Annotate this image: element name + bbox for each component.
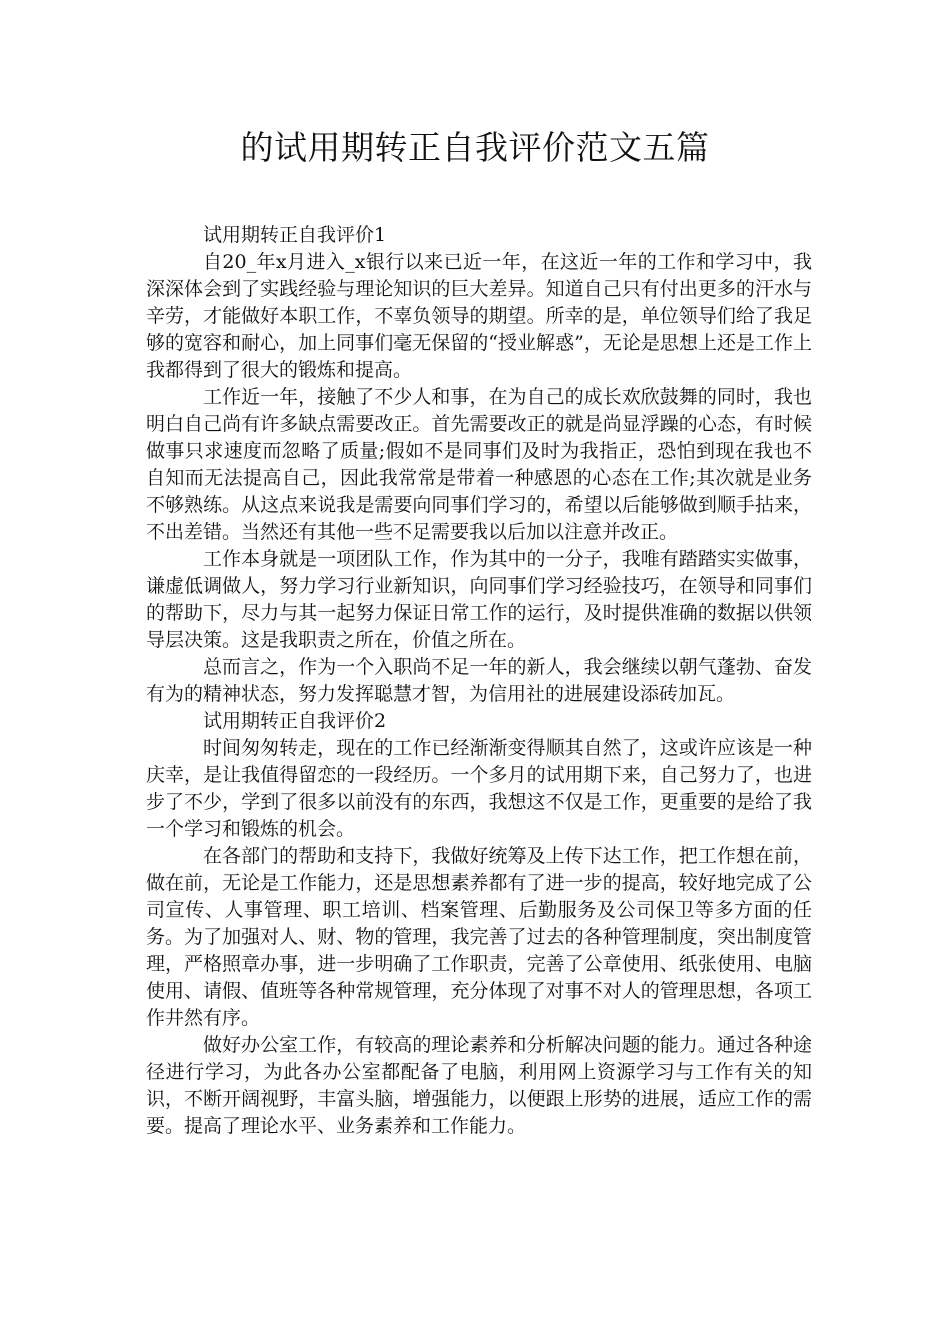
body-paragraph: 做好办公室工作，有较高的理论素养和分析解决问题的能力。通过各种途径进行学习，为此各办公室都配备了电脑，利用网上资源学习与工作有关的知识，不断开阔视野，丰富头脑，增强能力，以便跟上形势的进展，适应工作的需要。提高了理论水平、业务素养和工作能力。	[146, 1034, 812, 1137]
section-heading: 试用期转正自我评价2	[203, 710, 387, 732]
body-paragraph: 时间匆匆转走，现在的工作已经渐渐变得顺其自然了，这或许应该是一种庆幸，是让我值得留恋的一段经历。一个多月的试用期下来，自己努力了，也进步了不少，学到了很多以前没有的东西，我想这不仅是工作，更重要的是给了我一个学习和锻炼的机会。	[146, 737, 812, 840]
body-paragraph: 工作本身就是一项团队工作，作为其中的一分子，我唯有踏踏实实做事，谦虚低调做人，努力学习行业新知识，向同事们学习经验技巧，在领导和同事们的帮助下，尽力与其一起努力保证日常工作的运行，及时提供准确的数据以供领导层决策。这是我职责之所在，价值之所在。	[146, 548, 812, 651]
document-body	[146, 222, 812, 1140]
body-paragraph: 在各部门的帮助和支持下，我做好统筹及上传下达工作，把工作想在前，做在前，无论是工作能力，还是思想素养都有了进一步的提高，较好地完成了公司宣传、人事管理、职工培训、档案管理、后勤服务及公司保卫等多方面的任务。为了加强对人、财、物的管理，我完善了过去的各种管理制度，突出制度管理，严格照章办事，进一步明确了工作职责，完善了公章使用、纸张使用、电脑使用、请假、值班等各种常规管理，充分体现了对事不对人的管理思想，各项工作井然有序。	[146, 845, 812, 1029]
body-paragraph: 自20_年x月进入_x银行以来已近一年，在这近一年的工作和学习中，我深深体会到了实践经验与理论知识的巨大差异。知道自己只有付出更多的汗水与辛劳，才能做好本职工作，不辜负领导的期望。所幸的是，单位领导们给了我足够的宽容和耐心，加上同事们毫无保留的“授业解惑”，无论是思想上还是工作上我都得到了很大的锻炼和提高。	[146, 251, 812, 381]
document-title: 的试用期转正自我评价范文五篇	[240, 128, 710, 167]
body-paragraph: 工作近一年，接触了不少人和事，在为自己的成长欢欣鼓舞的同时，我也明白自己尚有许多缺点需要改正。首先需要改正的就是尚显浮躁的心态，有时候做事只求速度而忽略了质量;假如不是同事们及时为我指正，恐怕到现在我也不自知而无法提高自己，因此我常常是带着一种感恩的心态在工作;其次就是业务不够熟练。从这点来说我是需要向同事们学习的，希望以后能够做到顺手拈来，不出差错。当然还有其他一些不足需要我以后加以注意并改正。	[146, 386, 812, 543]
section-heading: 试用期转正自我评价1	[203, 224, 387, 246]
body-paragraph: 总而言之，作为一个入职尚不足一年的新人，我会继续以朝气蓬勃、奋发有为的精神状态，努力发挥聪慧才智，为信用社的进展建设添砖加瓦。	[146, 656, 812, 705]
